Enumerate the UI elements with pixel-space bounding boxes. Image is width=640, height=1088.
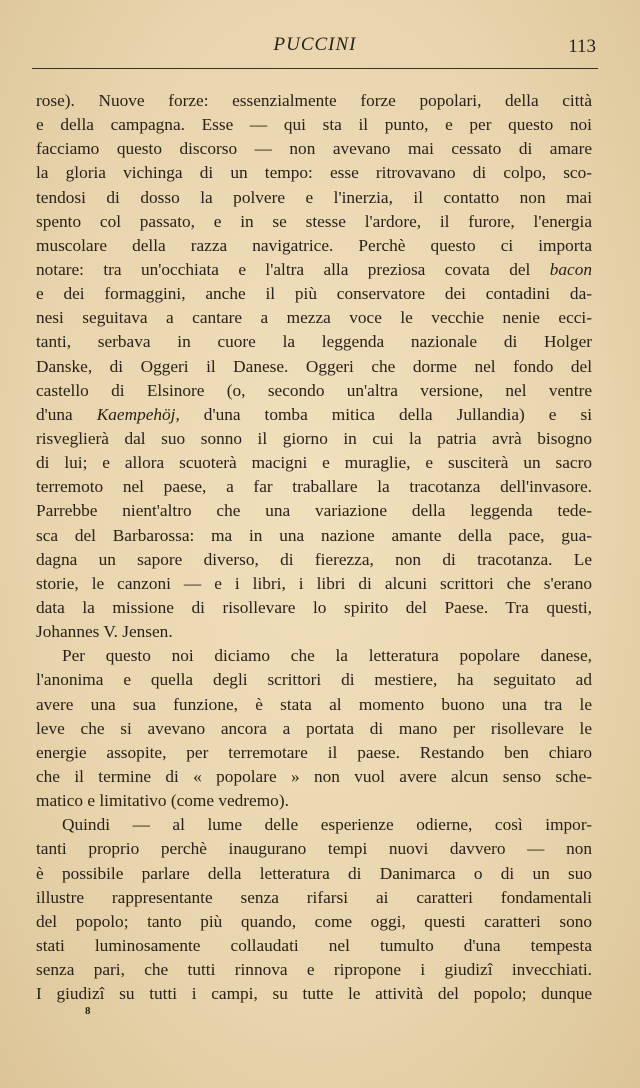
text-line: storie, le canzoni — e i libri, i libri di alcuni scrittori che s'erano	[36, 573, 592, 593]
text-line	[36, 403, 592, 427]
text-line: nesi seguitava a cantare a mezza voce le vecchie nenie ecci-	[36, 308, 592, 328]
italic-word: Kaempehöj,	[96, 404, 180, 424]
text-line: che il termine di « popolare » non vuol avere alcun senso sche-	[36, 766, 592, 786]
text-line: risveglierà dal suo sonno il giorno in cui la patria avrà bisogno	[36, 428, 592, 448]
text-line: Danske, di Oggeri il Danese. Oggeri che dorme nel fondo del	[36, 356, 592, 376]
text-line: del popolo; tanto più quando, come oggi, questi caratteri sono	[36, 911, 592, 931]
text-line: muscolare della razza navigatrice. Perchè questo ci importa	[36, 235, 592, 255]
text-line: Johannes V. Jensen.	[36, 622, 173, 642]
italic-word: bacon	[549, 259, 592, 279]
running-title: PUCCINI	[273, 34, 357, 55]
text-line: tanti, serbava in cuore la leggenda nazionale di Holger	[36, 332, 592, 352]
text-line: leve che si avevano ancora a portata di mano per risollevare le	[36, 718, 592, 738]
text-line: senza pari, che tutti rinnova e ripropone i giudizî invecchiati.	[36, 960, 592, 980]
text-line: tanti proprio perchè inaugurano tempi nuovi davvero — non	[36, 839, 592, 859]
text-line: è possibile parlare della letteratura di Danimarca o di un suo	[36, 863, 592, 883]
text-line	[36, 258, 592, 282]
text-line: Quindi — al lume delle esperienze odierne, così impor-	[62, 815, 592, 835]
text-line: energie assopite, per terremotare il paese. Restando ben chiaro	[36, 742, 592, 762]
text-line: avere una sua funzione, è stata al momento buono una tra le	[36, 694, 592, 714]
text-line-segment: d'una tomba mitica della Jullandia) e si	[179, 404, 592, 424]
text-line-segment: notare: tra un'occhiata e l'altra alla preziosa covata del	[36, 259, 550, 279]
text-line: la gloria vichinga di un tempo: esse ritrovavano di colpo, sco-	[36, 163, 592, 183]
text-line: illustre rappresentante senza rifarsi ai caratteri fondamentali	[36, 887, 592, 907]
running-head	[34, 34, 596, 64]
text-line: l'anonima e quella degli scrittori di mestiere, ha seguitato ad	[36, 670, 592, 690]
text-line: Per questo noi diciamo che la letteratura popolare danese,	[62, 646, 592, 666]
text-line: dagna un sapore diverso, di fierezza, non di tracotanza. Le	[36, 549, 592, 569]
text-line: castello di Elsinore (o, secondo un'altra versione, nel ventre	[36, 380, 592, 400]
body-text	[36, 89, 592, 1006]
text-line: terremoto nel paese, a far traballare la tracotanza dell'invasore.	[36, 477, 592, 497]
page-number: 113	[568, 36, 596, 57]
text-line: tendosi di dosso la polvere e l'inerzia, il contatto non mai	[36, 187, 592, 207]
text-line: stati luminosamente collaudati nel tumulto d'una tempesta	[36, 935, 592, 955]
header-rule	[32, 68, 598, 69]
text-line: data la missione di risollevare lo spirito del Paese. Tra questi,	[36, 597, 592, 617]
text-line-segment: d'una	[36, 404, 97, 424]
text-line: matico e limitativo (come vedremo).	[36, 791, 289, 811]
text-line: e della campagna. Esse — qui sta il punto, e per questo noi	[36, 115, 592, 135]
text-line: di lui; e allora scuoterà macigni e muraglie, e susciterà un sacro	[36, 453, 592, 473]
signature-mark: 8	[85, 1005, 91, 1017]
text-line: rose). Nuove forze: essenzialmente forze popolari, della città	[36, 91, 592, 110]
text-line: spento col passato, e in se stesse l'ardore, il furore, l'energia	[36, 211, 592, 231]
text-line: e dei formaggini, anche il più conservatore dei contadini da-	[36, 284, 592, 304]
text-line: facciamo questo discorso — non avevano mai cessato di amare	[36, 139, 592, 159]
text-line: sca del Barbarossa: ma in una nazione amante della pace, gua-	[36, 525, 592, 545]
text-line: Parrebbe nient'altro che una variazione della leggenda tede-	[36, 501, 592, 521]
text-line: I giudizî su tutti i campi, su tutte le attività del popolo; dunque	[36, 984, 592, 1004]
